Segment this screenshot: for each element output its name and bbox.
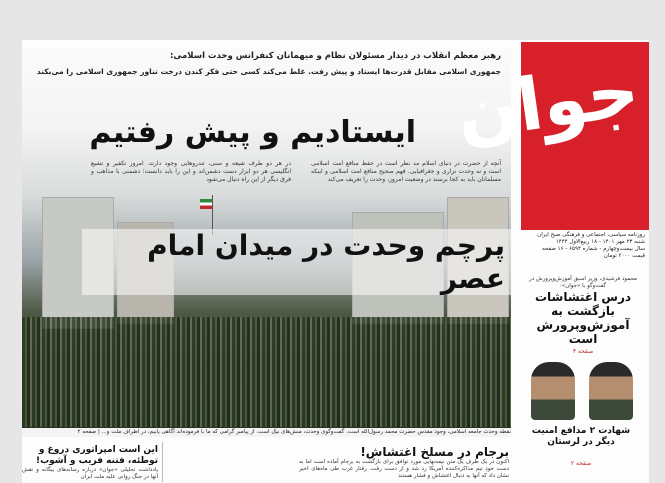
side-story[interactable] — [523, 276, 643, 355]
lead-column-right: آنچه از حضرت در دنیای اسلام مد نظر است در حفظ منافع امت اسلامی است و نه وحدت نزاری و جغرافیایی. فهم صحیح منافع امت اسلامی و اینکه مسلمانان باید به کجا برسند در وضعیت امروز، وحدت را تعریف می‌کند — [311, 160, 501, 183]
bottom-left-text: یادداشت تحلیلی «جوان» درباره رسانه‌های بیگانه و نقش آنها در جنگ روانی علیه ملت ایران — [22, 467, 158, 480]
issue-line: روزنامه سیاسی، اجتماعی و فرهنگی صبح ایران — [537, 232, 645, 238]
portrait — [589, 362, 633, 420]
lead-photo — [22, 47, 511, 437]
portrait — [531, 362, 575, 420]
newspaper-logo: جوان — [450, 47, 644, 157]
lead-kicker: رهبر معظم انقلاب در دیدار مسئولان نظام و میهمانان کنفرانس وحدت اسلامی: — [170, 51, 501, 61]
bottom-center-story[interactable] — [299, 445, 509, 483]
bottom-center-text: اکنون در یک طرف یک متن نیمه‌نهایی مورد توافق برای بازگشت به برجام آماده است اما به دست خودِ تیم مذاکره‌کننده آمریکا رد شد و از دست رفت. رفتار غرب طی ماه‌های اخیر نشان داد که آنها به دنبال اغتشاش و فشار هستند — [299, 459, 509, 479]
martyrs-page: صفحه ۲ — [570, 460, 592, 467]
side-story-kicker: محمود فرشیدی، وزیر اسبق آموزش‌وپرورش در گفت‌وگو با «جوان»: — [529, 276, 637, 289]
newspaper-front-page — [22, 40, 649, 483]
lead-subkicker: جمهوری اسلامی مقابل قدرت‌ها ایستاد و پیش رفت. غلط می‌کند کسی حتی فکر کندن درخت تناور جمهوری اسلامی را می‌بکند — [36, 67, 501, 76]
lead-column-left: در هر دو طرف شیعه و سنی، تندروهایی وجود دارند. امروز تکفیر و تشیع انگلیسی هر دو ابزار دست دشمن‌اند و این را باید دانست؛ دشمنی با مذاهب و فرق دیگر از این راه دنبال می‌شود — [91, 160, 291, 183]
martyrs-title[interactable]: شهادت ۲ مدافع امنیت دیگر در لرستان — [531, 426, 631, 447]
photo-caption: نقطه وحدت جامعه اسلامی، وجود مقدس حضرت محمد رسول‌الله است. گفت‌وگوی وحدت، منش‌های نیک است. از پیامبر گرامی که ما با فرموده‌اند آگاهی یابیم، در اطراف ملت و... | صفحه ۲ — [22, 428, 511, 437]
side-story-page: صفحه ۴ — [572, 348, 594, 355]
issue-line: قیمت ۲۰۰۰ تومان — [603, 253, 645, 259]
issue-line: شنبه ۲۳ مهر ۱۴۰۱ - ۱۸ ربیع‌الاول ۱۴۴۴ — [555, 239, 645, 245]
martyr-portraits — [521, 362, 641, 422]
issue-line: سال بیست‌وچهارم - شماره ۶۵۹۴ - ۱۶ صفحه — [541, 246, 645, 252]
side-story-title: درس اغتشاشات بازگشت به آموزش‌وپرورش است — [534, 290, 632, 346]
issue-info — [521, 232, 645, 260]
bottom-center-title: برجام در مسلخ اغتشاش! — [360, 445, 509, 459]
crowd — [22, 317, 511, 427]
masthead — [450, 42, 649, 230]
photo-title: پرچم وحدت در میدان امام عصر — [82, 229, 511, 295]
bottom-left-title: این است امپراتوری دروغ و توطئه، فتنه فریب و آشوب! — [35, 445, 158, 466]
iran-flag — [200, 199, 212, 209]
headline: ایستادیم و پیش رفتیم — [89, 115, 416, 150]
column-divider — [162, 442, 163, 482]
bottom-left-story[interactable] — [22, 445, 158, 483]
